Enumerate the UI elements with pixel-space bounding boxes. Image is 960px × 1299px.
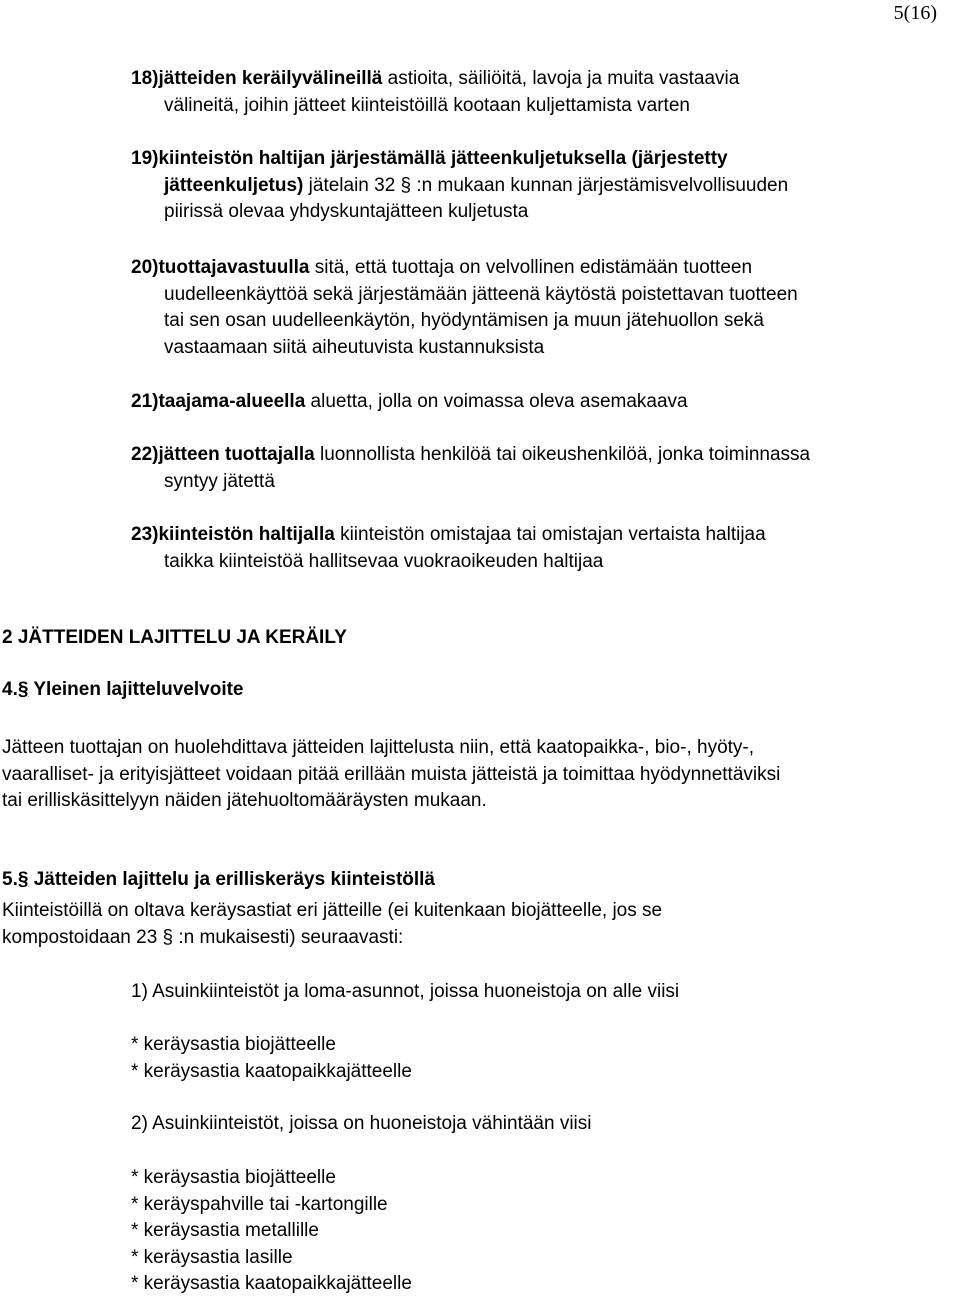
paragraph-line: Kiinteistöillä on oltava keräysastiat eri jätteille (ei kuitenkaan biojätteelle, jos se [2, 900, 663, 921]
section-5-heading [2, 867, 435, 893]
def-text: syntyy jätettä [164, 470, 275, 492]
section-4-heading [2, 677, 244, 703]
list-2-heading: 2) Asuinkiinteistöt, joissa on huoneistoja vähintään viisi [131, 1113, 592, 1134]
def-text: taikka kiinteistöä hallitsevaa vuokraoikeuden haltijaa [164, 550, 604, 572]
section-sign: § [17, 679, 29, 700]
def-text: jätelain 32 § :n mukaan kunnan järjestämisvelvollisuuden [303, 174, 789, 196]
section-title: Jätteiden lajittelu ja erilliskeräys kiinteistöllä [28, 869, 435, 890]
def-term: tuottajavastuulla [158, 257, 310, 278]
section-5-paragraph [2, 898, 662, 951]
chapter-heading: 2 JÄTTEIDEN LAJITTELU JA KERÄILY [2, 627, 347, 648]
def-term: jätteiden keräilyvälineillä [158, 68, 383, 89]
def-text: tai sen osan uudelleenkäytön, hyödyntämisen ja muun jätehuollon sekä [164, 310, 764, 331]
list-2 [131, 1165, 412, 1298]
def-term: kiinteistön haltijan järjestämällä jätteenkuljetuksella (järjestetty [158, 148, 728, 169]
section-title: Yleinen lajitteluvelvoite [28, 679, 244, 700]
def-number: 20) [131, 257, 159, 278]
section-number: 5. [2, 869, 18, 890]
list-1 [131, 1032, 412, 1085]
def-text: aluetta, jolla on voimassa oleva asemakaava [305, 391, 688, 412]
list-1-heading: 1) Asuinkiinteistöt ja loma-asunnot, joissa huoneistoja on alle viisi [131, 981, 680, 1002]
definition-22 [131, 442, 810, 495]
paragraph-line: vaaralliset- ja erityisjätteet voidaan pitää erillään muista jätteistä ja toimittaa hyödynnettäviksi [2, 763, 781, 785]
def-term: jätteen tuottajalla [158, 444, 315, 465]
def-term: taajama-alueella [158, 391, 306, 412]
definition-19 [131, 146, 788, 226]
list-item: * keräysastia kaatopaikkajätteelle [131, 1273, 412, 1294]
paragraph-line: kompostoidaan 23 § :n mukaisesti) seuraavasti: [2, 926, 404, 948]
definition-21 [131, 389, 688, 416]
list-item: * keräysastia metallille [131, 1220, 319, 1241]
definition-20 [131, 255, 798, 361]
list-item: * keräysastia lasille [131, 1246, 293, 1268]
def-number: 21) [131, 391, 159, 412]
def-text: astioita, säiliöitä, lavoja ja muita vastaavia [382, 68, 740, 89]
def-term-continued: jätteenkuljetus) [164, 174, 304, 196]
def-text: luonnollista henkilöä tai oikeushenkilöä, jonka toiminnassa [314, 444, 811, 465]
list-item: * keräysastia kaatopaikkajätteelle [131, 1060, 412, 1082]
def-number: 22) [131, 444, 159, 465]
section-sign: § [17, 869, 29, 890]
definition-23 [131, 522, 766, 575]
section-number: 4. [2, 679, 18, 700]
list-item: * keräyspahville tai -kartongille [131, 1193, 388, 1215]
def-text: uudelleenkäyttöä sekä järjestämään jätteenä käytöstä poistettavan tuotteen [164, 283, 798, 305]
def-text: kiinteistön omistajaa tai omistajan vertaista haltijaa [334, 524, 766, 545]
def-text: piirissä olevaa yhdyskuntajätteen kuljetusta [164, 201, 529, 222]
section-4-paragraph [2, 735, 780, 815]
definition-18 [131, 66, 739, 119]
page-number: 5(16) [893, 2, 937, 24]
def-number: 18) [131, 68, 159, 89]
def-text: vastaamaan siitä aiheutuvista kustannuksista [164, 336, 545, 358]
def-text: sitä, että tuottaja on velvollinen edistämään tuotteen [309, 257, 753, 278]
list-item: * keräysastia biojätteelle [131, 1167, 336, 1188]
list-item: * keräysastia biojätteelle [131, 1034, 336, 1055]
paragraph-line: tai erilliskäsittelyyn näiden jätehuoltomääräysten mukaan. [2, 790, 487, 811]
paragraph-line: Jätteen tuottajan on huolehdittava jätteiden lajittelusta niin, että kaatopaikka-, bio-, hyöty-, [2, 737, 755, 758]
def-number: 23) [131, 524, 159, 545]
def-term: kiinteistön haltijalla [158, 524, 335, 545]
def-number: 19) [131, 148, 159, 169]
def-text: välineitä, joihin jätteet kiinteistöillä kootaan kuljettamista varten [164, 94, 690, 116]
